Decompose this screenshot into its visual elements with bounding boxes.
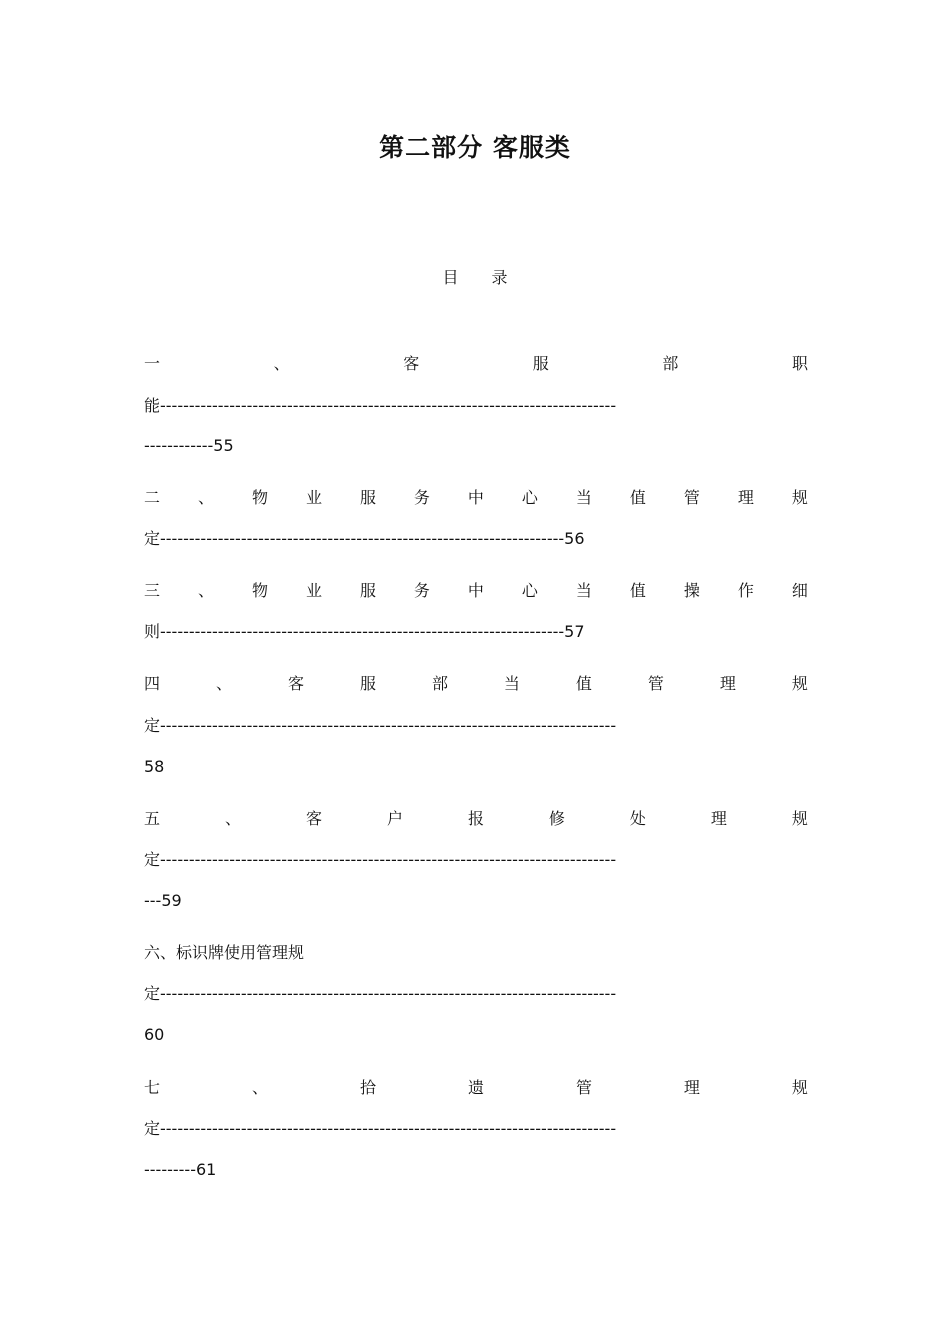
toc-entry-2-heading[interactable] — [144, 486, 808, 510]
toc-entry-5-leader: 定------------------------------------------------------------------------------- — [144, 850, 617, 869]
toc-char: 、 — [215, 674, 232, 693]
toc-char: 中 — [467, 581, 484, 600]
toc-entry-6-heading[interactable]: 六、标识牌使用管理规 — [144, 943, 305, 962]
toc-char: 报 — [467, 809, 484, 828]
toc-entry-4-page: 58 — [144, 757, 165, 776]
toc-char: 当 — [575, 488, 592, 507]
toc-char: 物 — [251, 581, 268, 600]
toc-char: 心 — [521, 581, 538, 600]
toc-char: 当 — [503, 674, 520, 693]
toc-entry-5-heading[interactable] — [144, 807, 808, 831]
toc-char: 值 — [575, 674, 592, 693]
toc-entry-1-page: ------------55 — [144, 436, 234, 455]
toc-char: 四 — [144, 674, 161, 693]
toc-char: 细 — [791, 581, 808, 600]
toc-char: 服 — [359, 674, 376, 693]
toc-char: 五 — [144, 809, 161, 828]
toc-char: 、 — [251, 1078, 268, 1097]
toc-char: 规 — [791, 809, 808, 828]
toc-char: 物 — [251, 488, 268, 507]
toc-char: 客 — [305, 809, 322, 828]
toc-char: 二 — [144, 488, 161, 507]
toc-entry-4-leader: 定------------------------------------------------------------------------------- — [144, 716, 617, 735]
toc-char: 务 — [413, 488, 430, 507]
toc-entry-7-page: ---------61 — [144, 1160, 217, 1179]
toc-entry-7-heading[interactable] — [144, 1076, 808, 1100]
toc-char: 操 — [683, 581, 700, 600]
toc-char: 规 — [791, 488, 808, 507]
toc-entry-6-page: 60 — [144, 1025, 165, 1044]
toc-entry-1-heading[interactable] — [144, 352, 808, 376]
toc-entry-6-leader: 定------------------------------------------------------------------------------- — [144, 984, 617, 1003]
toc-entry-7-leader: 定------------------------------------------------------------------------------- — [144, 1119, 617, 1138]
toc-char: 理 — [683, 1078, 700, 1097]
toc-char: 、 — [197, 488, 214, 507]
toc-char: 业 — [305, 581, 322, 600]
toc-char: 、 — [197, 581, 214, 600]
toc-char: 规 — [791, 1078, 808, 1097]
page-title: 第二部分 客服类 — [379, 133, 571, 162]
toc-char: 客 — [403, 354, 420, 373]
toc-char: 业 — [305, 488, 322, 507]
toc-char: 值 — [629, 581, 646, 600]
toc-entry-4-heading[interactable] — [144, 672, 808, 696]
toc-char: 三 — [144, 581, 161, 600]
toc-char: 修 — [548, 809, 565, 828]
toc-char: 值 — [629, 488, 646, 507]
toc-entry-1-leader: 能------------------------------------------------------------------------------- — [144, 396, 617, 415]
toc-char: 一 — [144, 354, 161, 373]
toc-char: 、 — [273, 354, 290, 373]
toc-char: 管 — [575, 1078, 592, 1097]
toc-char: 理 — [719, 674, 736, 693]
toc-char: 部 — [662, 354, 679, 373]
toc-char: 管 — [647, 674, 664, 693]
toc-char: 心 — [521, 488, 538, 507]
toc-char: 务 — [413, 581, 430, 600]
toc-char: 处 — [629, 809, 646, 828]
toc-char: 当 — [575, 581, 592, 600]
toc-char: 、 — [224, 809, 241, 828]
toc-entry-5-page: ---59 — [144, 891, 182, 910]
toc-char: 规 — [791, 674, 808, 693]
toc-char: 作 — [737, 581, 754, 600]
toc-char: 七 — [144, 1078, 161, 1097]
toc-char: 理 — [710, 809, 727, 828]
toc-char: 管 — [683, 488, 700, 507]
toc-char: 理 — [737, 488, 754, 507]
toc-char: 职 — [791, 354, 808, 373]
toc-char: 服 — [359, 488, 376, 507]
toc-char: 拾 — [359, 1078, 376, 1097]
toc-char: 遗 — [467, 1078, 484, 1097]
toc-heading: 目 录 — [442, 268, 522, 287]
toc-char: 户 — [386, 809, 403, 828]
toc-char: 客 — [287, 674, 304, 693]
toc-char: 中 — [467, 488, 484, 507]
toc-char: 部 — [431, 674, 448, 693]
toc-char: 服 — [532, 354, 549, 373]
toc-entry-3-heading[interactable] — [144, 579, 808, 603]
toc-char: 服 — [359, 581, 376, 600]
toc-entry-3-leader: 则----------------------------------------------------------------------57 — [144, 622, 585, 641]
toc-entry-2-leader: 定----------------------------------------------------------------------56 — [144, 529, 585, 548]
